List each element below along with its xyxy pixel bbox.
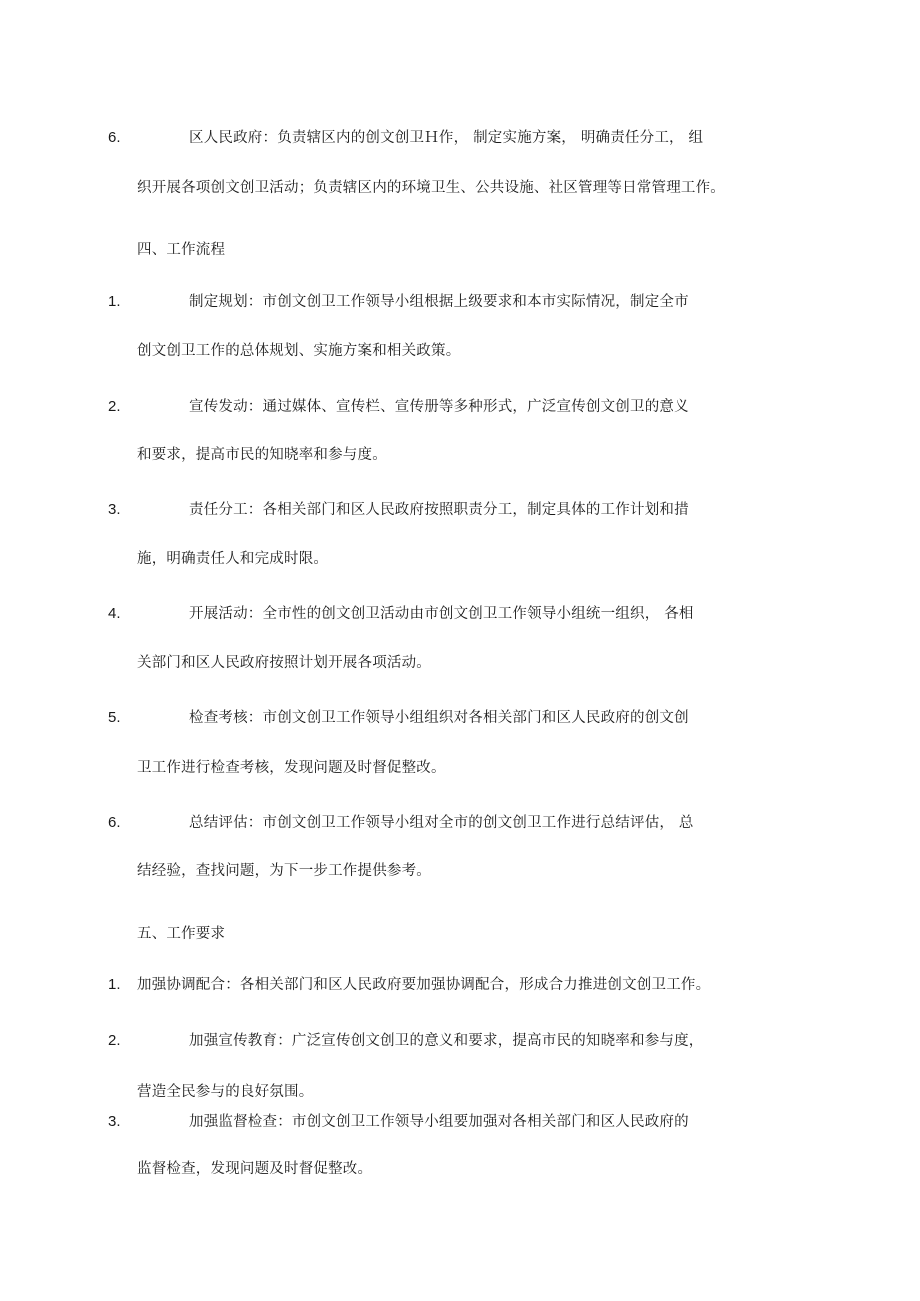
list-item-text: 开展活动：全市性的创文创卫活动由市创文创卫工作领导小组统一组织， 各相 [189, 606, 694, 622]
section-heading: 五、工作要求 [137, 926, 226, 942]
list-number: 6. [108, 814, 121, 831]
list-item-text-continued: 结经验，查找问题，为下一步工作提供参考。 [137, 863, 431, 879]
list-number: 4. [108, 605, 121, 622]
list-item-text: 宣传发动：通过媒体、宣传栏、宣传册等多种形式，广泛宣传创文创卫的意义 [189, 399, 689, 415]
list-item-text-continued: 施，明确责任人和完成时限。 [137, 551, 329, 567]
list-item-text-continued: 卫工作进行检查考核，发现问题及时督促整改。 [137, 760, 446, 776]
list-number: 2. [108, 1032, 121, 1049]
list-item-text: 责任分工：各相关部门和区人民政府按照职责分工，制定具体的工作计划和措 [189, 502, 689, 518]
list-number: 1. [108, 293, 121, 310]
list-number: 2. [108, 398, 121, 415]
list-item-text-continued: 营造全民参与的良好氛围。 [137, 1084, 314, 1100]
list-item-text: 制定规划：市创文创卫工作领导小组根据上级要求和本市实际情况，制定全市 [189, 294, 689, 310]
section-heading: 四、工作流程 [137, 242, 226, 258]
list-item-text-continued: 创文创卫工作的总体规划、实施方案和相关政策。 [137, 343, 461, 359]
list-item-text-continued: 和要求，提高市民的知晓率和参与度。 [137, 447, 387, 463]
list-item-text: 加强宣传教育：广泛宣传创文创卫的意义和要求，提高市民的知晓率和参与度， [189, 1033, 704, 1049]
list-number: 1. [108, 976, 121, 993]
list-item-text: 加强监督检查：市创文创卫工作领导小组要加强对各相关部门和区人民政府的 [189, 1114, 689, 1130]
list-item-text-continued: 织开展各项创文创卫活动；负责辖区内的环境卫生、公共设施、社区管理等日常管理工作。 [137, 180, 725, 196]
list-number: 5. [108, 709, 121, 726]
list-number: 3. [108, 1113, 121, 1130]
list-number: 6. [108, 129, 121, 146]
list-item-text: 区人民政府：负责辖区内的创文创卫Ｈ作， 制定实施方案， 明确责任分工， 组 [189, 130, 704, 146]
list-item-text: 加强协调配合：各相关部门和区人民政府要加强协调配合，形成合力推进创文创卫工作。 [137, 977, 711, 993]
list-item-text: 总结评估：市创文创卫工作领导小组对全市的创文创卫工作进行总结评估， 总 [189, 815, 694, 831]
list-number: 3. [108, 501, 121, 518]
list-item-text-continued: 监督检查，发现问题及时督促整改。 [137, 1161, 373, 1177]
list-item-text: 检查考核：市创文创卫工作领导小组组织对各相关部门和区人民政府的创文创 [189, 710, 689, 726]
list-item-text-continued: 关部门和区人民政府按照计划开展各项活动。 [137, 655, 431, 671]
